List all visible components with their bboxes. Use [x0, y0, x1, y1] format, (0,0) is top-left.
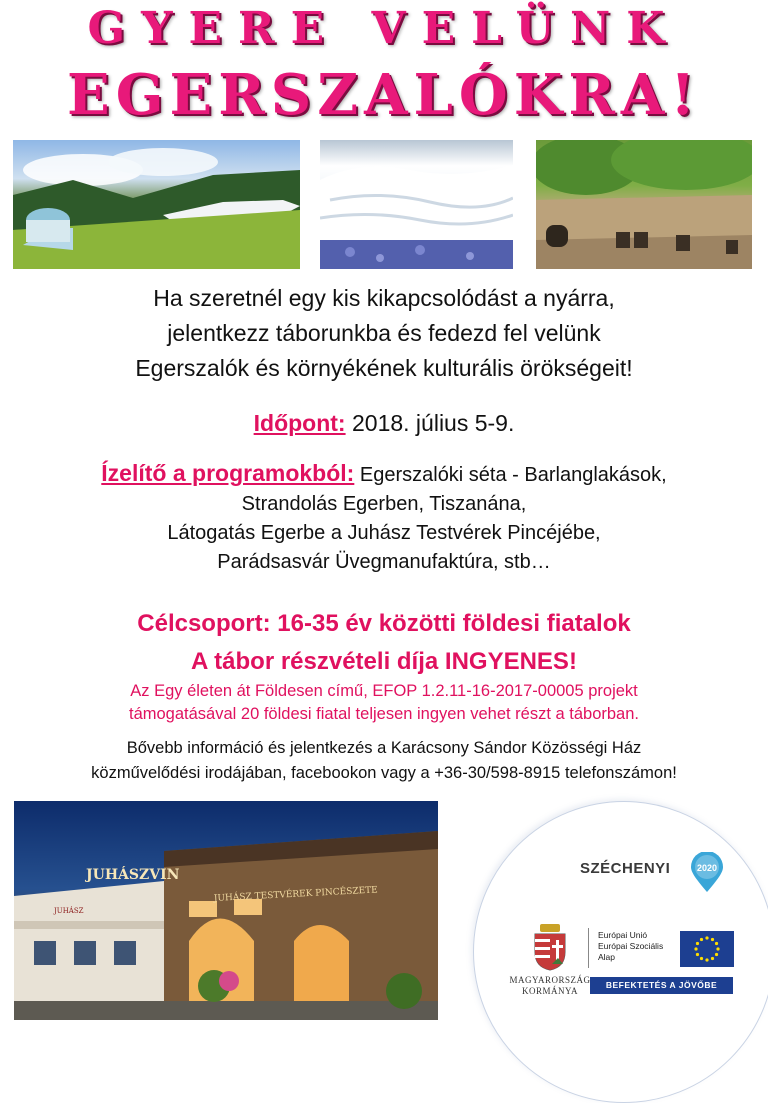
program-item: Látogatás Egerbe a Juhász Testvérek Pincéjébe,: [167, 522, 601, 544]
eu-text-line: Európai Szociális: [598, 941, 664, 951]
eu-star: [715, 942, 718, 945]
szechenyi-year: 2020: [696, 863, 718, 873]
eu-fund-text: [598, 930, 678, 963]
header-line-1: GYERE VELÜNK: [87, 3, 681, 54]
programs-label: Ízelítő a programokból:: [101, 460, 355, 486]
date-line: [0, 407, 768, 439]
date-label: Időpont:: [253, 410, 346, 436]
eu-star: [716, 947, 719, 950]
winery-sign: JUHÁSZVIN: [86, 867, 180, 883]
programs-block: [0, 459, 768, 577]
hungarian-coat-of-arms-icon: [530, 922, 570, 972]
date-value: 2018. július 5-9.: [351, 410, 515, 436]
info-line: közművelődési irodájában, facebookon vagy a +36-30/598-8915 telefonszámon!: [91, 764, 677, 782]
eu-text-line: Európai Unió: [598, 930, 648, 940]
eu-star: [705, 958, 708, 961]
szechenyi-2020-pin-icon: [690, 852, 724, 894]
intro-line: jelentkezz táborunkba és fedezd fel velünk: [167, 320, 601, 346]
spa-landscape-illustration: [13, 140, 300, 269]
intro-line: Egerszalók és környékének kulturális örökségeit!: [135, 355, 633, 381]
winery-facade-sign: JUHÁSZ TESTVÉREK PINCÉSZETE: [213, 885, 379, 904]
eu-star: [696, 953, 699, 956]
eu-star: [694, 947, 697, 950]
header-line-2: EGERSZALÓKRA!: [67, 62, 701, 128]
info-line: Bővebb információ és jelentkezés a Karácsony Sándor Közösségi Ház: [126, 739, 642, 757]
funding-line: támogatásával 20 földesi fiatal teljesen ingyen vehet részt a táborban.: [129, 705, 639, 723]
photo-cave-dwellings: [536, 140, 752, 269]
photo-egerszalok-spa: [13, 140, 300, 269]
eu-star: [700, 957, 703, 960]
eu-star: [705, 936, 708, 939]
target-group: Célcsoport: 16-35 év közötti földesi fiatalok: [137, 610, 631, 637]
free-fee-notice: A tábor részvételi díja INGYENES!: [191, 648, 577, 675]
eu-star: [696, 942, 699, 945]
contact-info: [0, 736, 768, 786]
intro-text: [0, 281, 768, 386]
government-line: KORMÁNYA: [521, 986, 578, 996]
eu-star: [700, 938, 703, 941]
caves-illustration: [536, 140, 752, 269]
photo-juhasz-winery: [14, 801, 438, 1020]
intro-line: Ha szeretnél egy kis kikapcsolódást a nyárra,: [153, 285, 615, 311]
terraces-illustration: [320, 140, 513, 269]
funding-text: [0, 680, 768, 726]
photo-salt-hill-terraces: [320, 140, 513, 269]
winery-illustration: [14, 801, 438, 1020]
government-logo-text: [500, 975, 600, 997]
funding-line: Az Egy életen át Földesen című, EFOP 1.2.11-16-2017-00005 projekt: [130, 682, 638, 700]
szechenyi-logo-text: SZÉCHENYI: [580, 860, 671, 877]
winery-wall-sign: JUHÁSZ: [54, 907, 84, 915]
invest-in-future-banner: BEFEKTETÉS A JÖVŐBE: [590, 977, 733, 994]
eu-text-line: Alap: [598, 952, 616, 962]
eu-flag-icon: [680, 931, 734, 967]
eu-star: [711, 938, 714, 941]
program-item: Strandolás Egerben, Tiszanána,: [241, 493, 527, 515]
program-item: Parádsasvár Üvegmanufaktúra, stb…: [217, 551, 551, 573]
eu-star: [711, 957, 714, 960]
eu-star: [715, 953, 718, 956]
program-item: Egerszalóki séta - Barlanglakások,: [359, 464, 667, 486]
government-line: MAGYARORSZÁG: [509, 975, 591, 985]
